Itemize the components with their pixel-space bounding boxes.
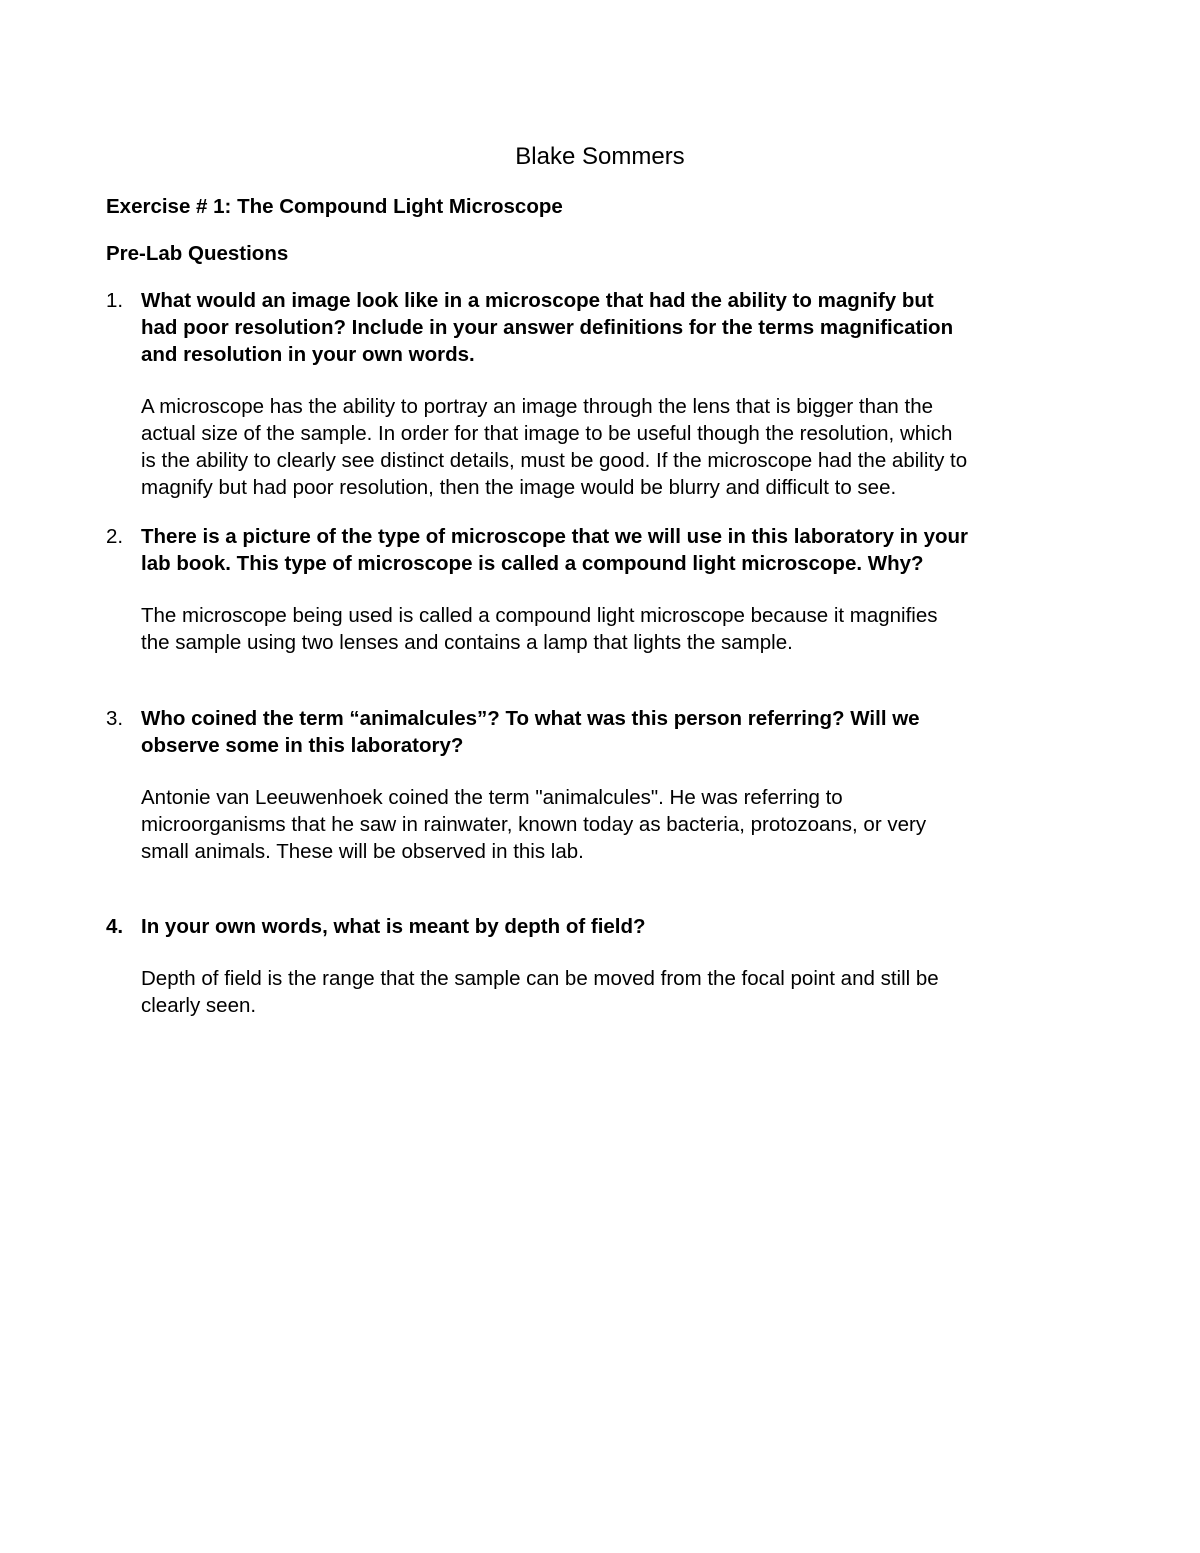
answer-text: The microscope being used is called a compound light microscope because it magnifies the sample using two lenses and contains a lamp that lights the sample. xyxy=(141,604,938,654)
section-heading: Pre-Lab Questions xyxy=(106,242,289,265)
answer-text: A microscope has the ability to portray an image through the lens that is bigger than the actual size of the sample. In order for that image to be useful though the resolution, which is the ability to clearly see distinct details, must be good. If the microscope had the ability to magnify but had poor resolution, then the image would be blurry and difficult to see. xyxy=(141,395,968,499)
question-text: There is a picture of the type of microscope that we will use in this laboratory in your lab book. This type of microscope is called a compound light microscope. Why? xyxy=(141,525,968,575)
question-number: 4. xyxy=(106,915,124,938)
question-item-3 xyxy=(106,705,1106,865)
question-item-2 xyxy=(106,523,1106,656)
question-text: In your own words, what is meant by depth of field? xyxy=(141,915,646,938)
question-item-4 xyxy=(106,913,1106,1019)
question-number: 2. xyxy=(106,525,124,548)
author-name: Blake Sommers xyxy=(515,143,685,170)
question-text: Who coined the term “animalcules”? To what was this person referring? Will we observe some in this laboratory? xyxy=(141,707,920,757)
question-number: 1. xyxy=(106,289,124,312)
exercise-title: Exercise # 1: The Compound Light Microscope xyxy=(106,195,563,218)
answer-text: Depth of field is the range that the sample can be moved from the focal point and still be clearly seen. xyxy=(141,967,939,1017)
question-text: What would an image look like in a microscope that had the ability to magnify but had poor resolution? Include in your answer definitions for the terms magnification and resolution in your own words. xyxy=(141,289,954,366)
answer-text: Antonie van Leeuwenhoek coined the term "animalcules". He was referring to microorganisms that he saw in rainwater, known today as bacteria, protozoans, or very small animals. These will be observed in this lab. xyxy=(141,786,927,863)
question-item-1 xyxy=(106,287,1106,501)
question-number: 3. xyxy=(106,707,124,730)
